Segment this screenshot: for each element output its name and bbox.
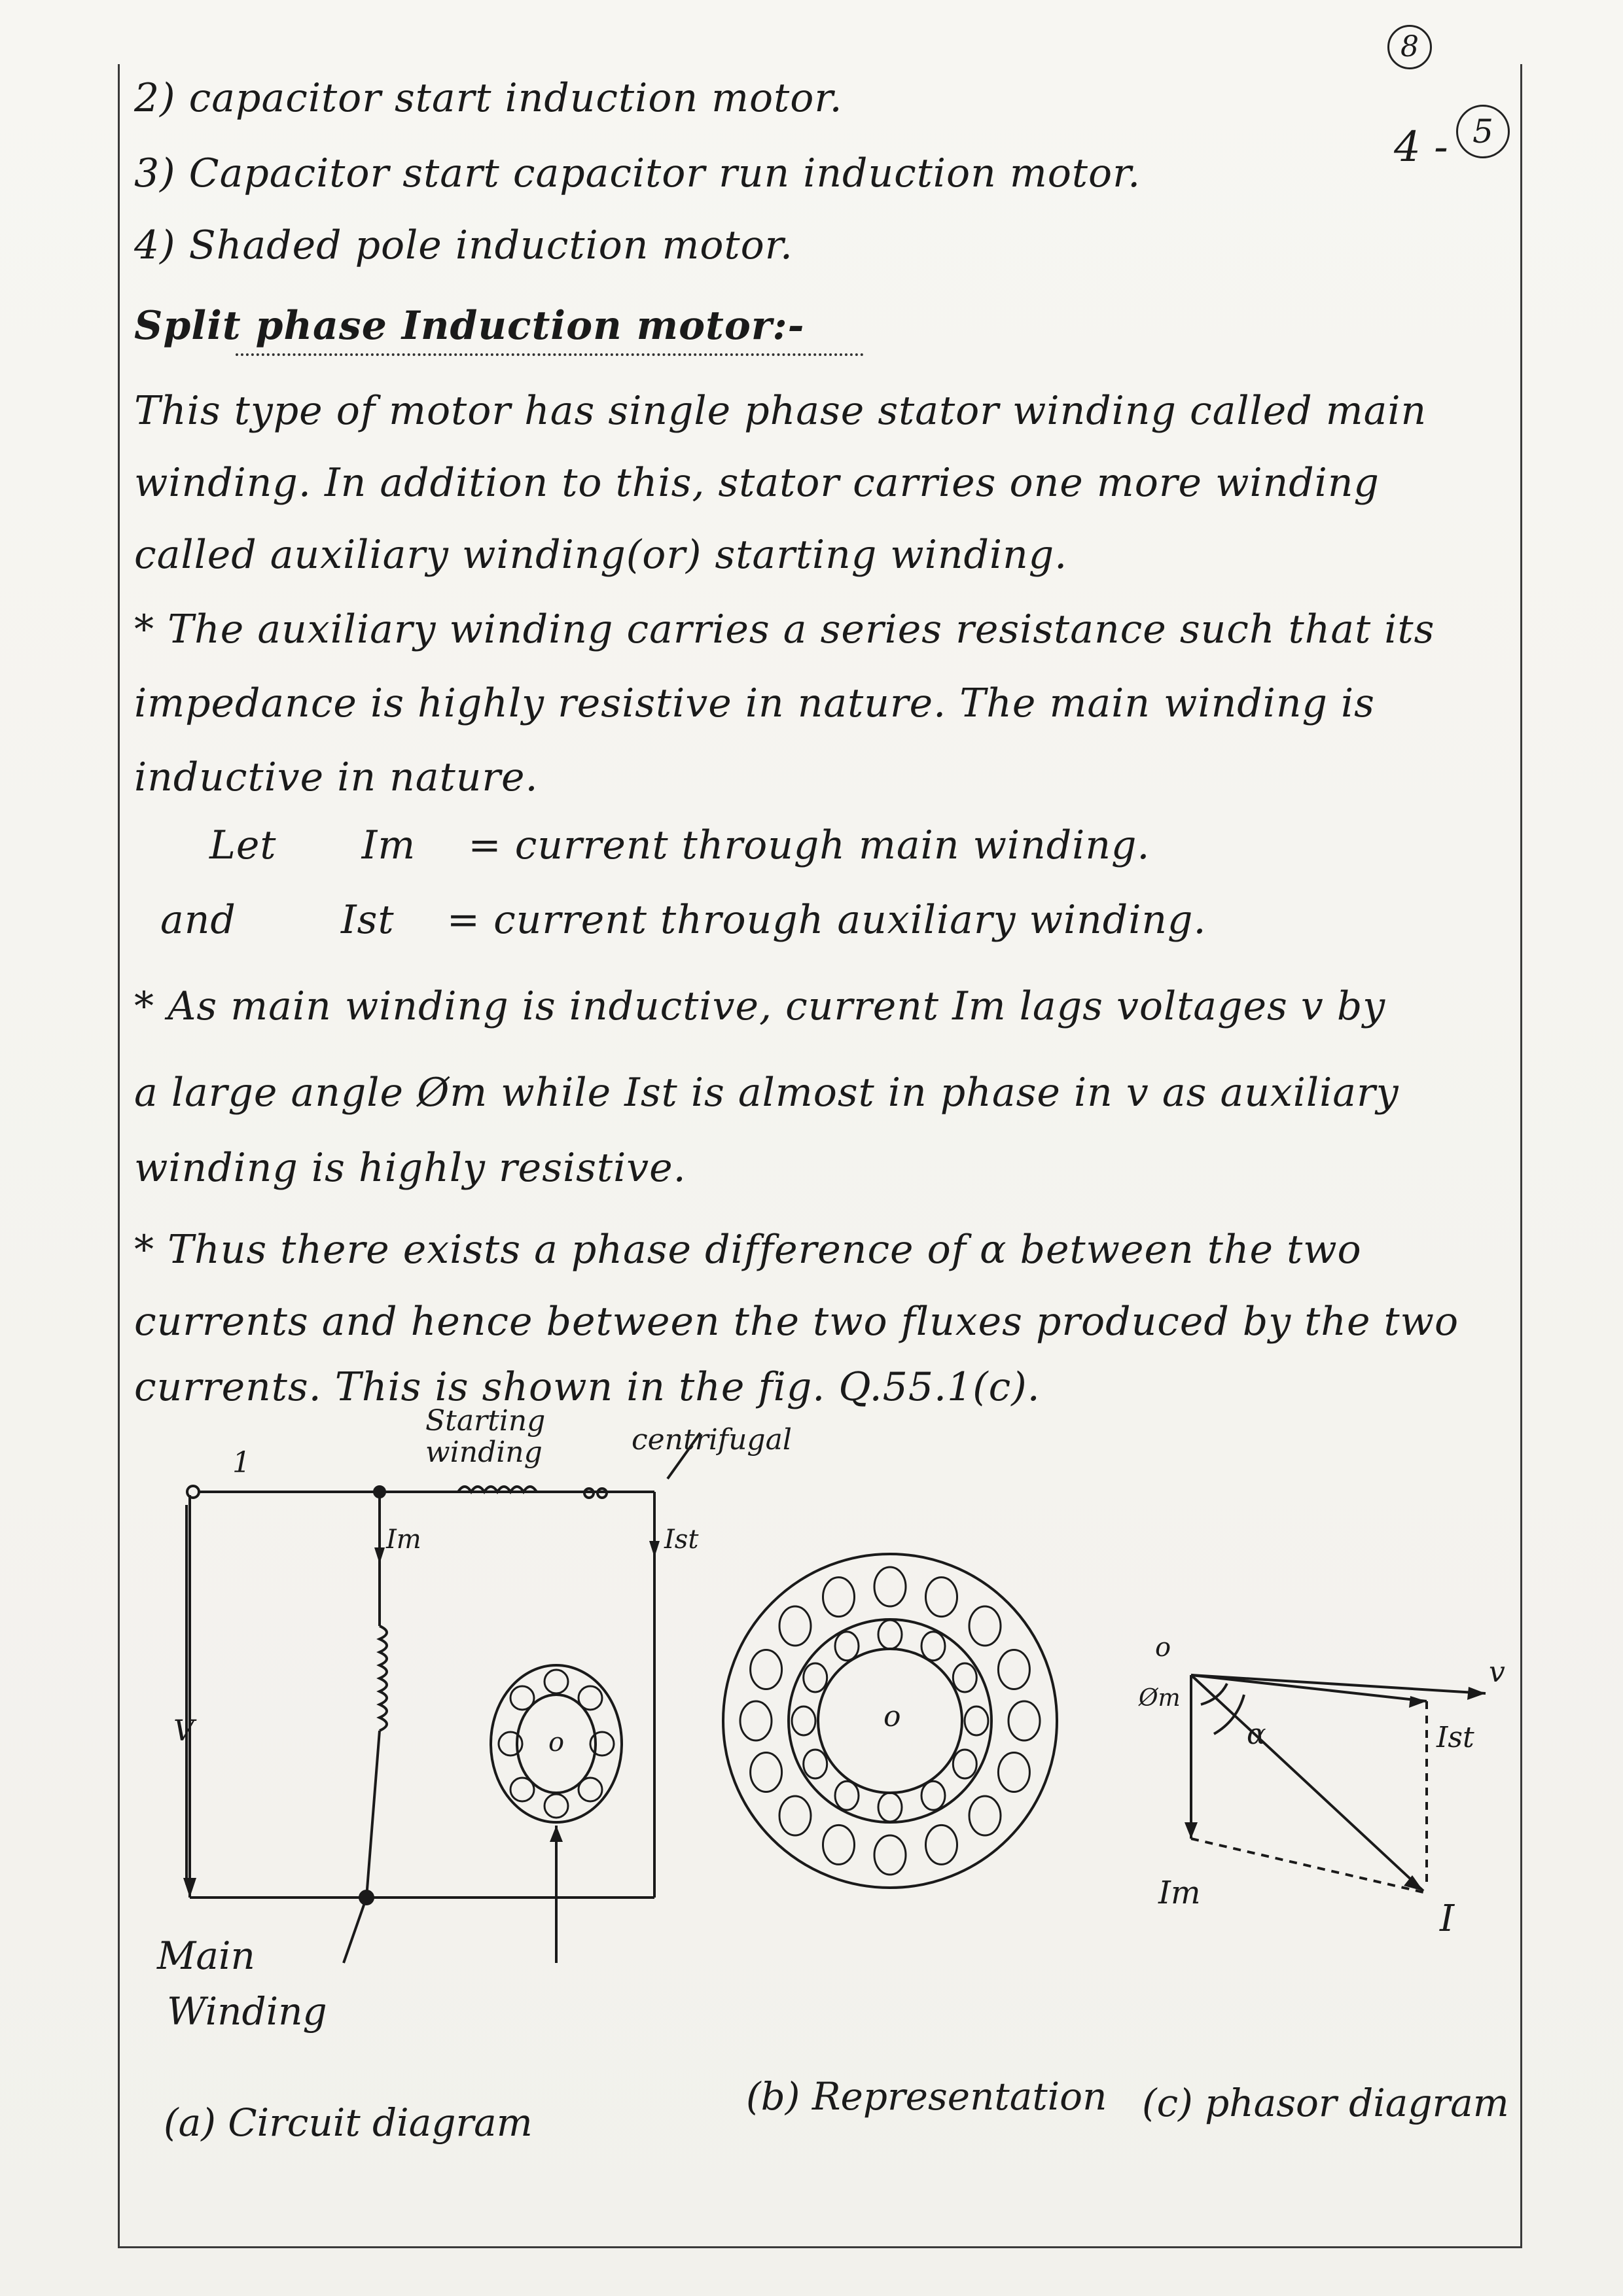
- definition-row: [160, 897, 1207, 943]
- phasor-v-label: v: [1489, 1655, 1505, 1689]
- stator-slot: [740, 1701, 772, 1740]
- stator-slot: [804, 1750, 827, 1778]
- stator-slot: [998, 1650, 1029, 1689]
- stator-slot: [969, 1606, 1001, 1646]
- paragraph-line: called auxiliary winding(or) starting winding.: [134, 532, 1068, 578]
- phasor-ist-label: Ist: [1436, 1721, 1474, 1754]
- main-label: Main: [157, 1934, 255, 1978]
- stator-slot: [779, 1796, 811, 1835]
- stator-slot: [1008, 1701, 1040, 1740]
- definition-symbol: Ist: [340, 897, 395, 943]
- terminal-label: 1: [232, 1446, 251, 1479]
- definition-text: = current through main winding.: [468, 822, 1150, 868]
- list-item: 2) capacitor start induction motor.: [134, 75, 843, 121]
- paragraph-line: currents. This is shown in the fig. Q.55.1(c).: [134, 1364, 1041, 1410]
- list-item: 3) Capacitor start capacitor run induction motor.: [134, 150, 1141, 196]
- stator-slot: [823, 1578, 855, 1617]
- stator-center-label: o: [883, 1700, 901, 1733]
- stator-slot: [835, 1781, 859, 1810]
- definition-prefix: and: [160, 897, 236, 943]
- section-ref: [1394, 123, 1448, 171]
- paragraph-line: * Thus there exists a phase difference of α between the two: [134, 1227, 1362, 1273]
- phasor-alpha-label: α: [1247, 1718, 1266, 1751]
- stator-slot: [751, 1650, 782, 1689]
- paragraph-line: impedance is highly resistive in nature. The main winding is: [134, 680, 1375, 726]
- stator-slot: [751, 1753, 782, 1792]
- stator-slot: [874, 1835, 906, 1875]
- phasor-resultant-label: I: [1440, 1898, 1455, 1940]
- starting-winding-label: Starting winding: [425, 1404, 546, 1470]
- ist-label: Ist: [664, 1525, 699, 1555]
- stator-slot: [969, 1796, 1001, 1835]
- heading-underline: [236, 353, 864, 356]
- definition-row: [209, 822, 1150, 868]
- stator-slot: [779, 1606, 811, 1646]
- page-number: 8: [1400, 30, 1419, 63]
- section-heading: Split phase Induction motor:-: [134, 303, 805, 349]
- section-ref-circle: [1456, 105, 1510, 158]
- stator-slot: [804, 1663, 827, 1692]
- phasor-phim-label: Øm: [1139, 1685, 1181, 1712]
- voltage-label: V: [173, 1714, 194, 1748]
- paragraph-line: * The auxiliary winding carries a series resistance such that its: [134, 607, 1435, 652]
- stator-slot: [878, 1620, 902, 1649]
- section-ref-number: 5: [1472, 113, 1493, 150]
- stator-slot: [926, 1578, 957, 1617]
- stator-slot: [835, 1632, 859, 1661]
- stator-slot: [823, 1825, 855, 1864]
- phasor-im-label: Im: [1158, 1875, 1201, 1911]
- stator-slot: [953, 1750, 976, 1778]
- circuit-diagram: [144, 1404, 733, 1996]
- stator-slot: [998, 1753, 1029, 1792]
- caption-circuit: (a) Circuit diagram: [164, 2100, 533, 2145]
- definition-symbol: Im: [361, 822, 416, 868]
- definition-text: = current through auxiliary winding.: [446, 897, 1207, 943]
- stator-slot: [953, 1663, 976, 1692]
- stator-slot: [874, 1567, 906, 1606]
- stator-slot: [921, 1632, 945, 1661]
- paragraph-line: winding is highly resistive.: [134, 1145, 687, 1191]
- list-item: 4) Shaded pole induction motor.: [134, 222, 793, 268]
- phasor-origin-label: o: [1155, 1633, 1171, 1663]
- paragraph-line: currents and hence between the two fluxes produced by the two: [134, 1299, 1459, 1345]
- definition-prefix: Let: [209, 822, 277, 868]
- stator-slot: [926, 1825, 957, 1864]
- im-label: Im: [386, 1525, 421, 1555]
- caption-representation: (b) Representation: [746, 2074, 1107, 2119]
- paragraph-line: winding. In addition to this, stator carries one more winding: [134, 460, 1380, 506]
- paragraph-line: This type of motor has single phase stator winding called main: [134, 388, 1427, 434]
- paragraph-line: a large angle Øm while Ist is almost in phase in v as auxiliary: [134, 1070, 1399, 1116]
- rotor-center-label: o: [548, 1727, 565, 1757]
- paragraph-line: inductive in nature.: [134, 754, 539, 800]
- page-number-mark: [1387, 25, 1432, 69]
- stator-slot: [878, 1793, 902, 1822]
- stator-slot: [965, 1706, 988, 1735]
- paragraph-line: * As main winding is inductive, current Im lags voltages v by: [134, 983, 1386, 1029]
- section-ref-prefix: 4 -: [1394, 123, 1448, 171]
- winding-label: Winding: [167, 1989, 327, 2034]
- stator-slot: [792, 1706, 815, 1735]
- stator-slot: [921, 1781, 945, 1810]
- centrifugal-label: centrifugal: [632, 1423, 792, 1457]
- caption-phasor: (c) phasor diagram: [1142, 2081, 1509, 2125]
